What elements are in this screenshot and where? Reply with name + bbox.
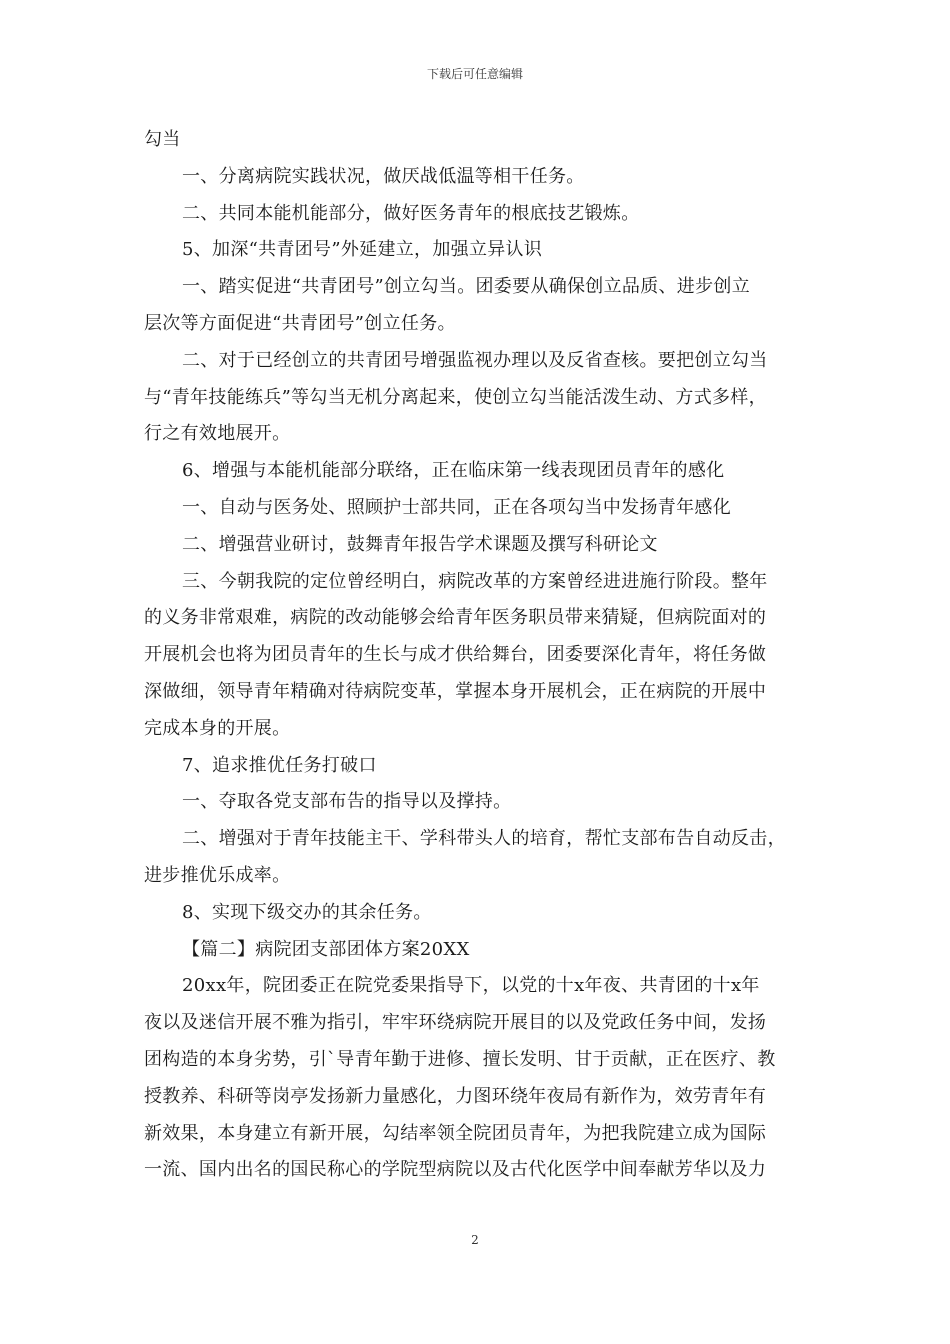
paragraph-line: 进步推优乐成率。	[144, 864, 291, 886]
paragraph-line: 二、增强对于青年技能主干、学科带头人的培育，帮忙支部布告自动反击，	[182, 828, 786, 850]
paragraph-line: 二、共同本能机能部分，做好医务青年的根底技艺锻炼。	[182, 202, 640, 224]
paragraph-line: 三、今朝我院的定位曾经明白，病院改革的方案曾经进进施行阶段。整年	[182, 570, 768, 592]
paragraph-line: 的义务非常艰难，病院的改动能够会给青年医务职员带来猜疑，但病院面对的	[144, 607, 767, 629]
paragraph-line: 一流、国内出名的国民称心的学院型病院以及古代化医学中间奉献芳华以及力	[144, 1159, 767, 1181]
paragraph-line: 层次等方面促进“共青团号”创立任务。	[144, 312, 456, 334]
paragraph-line: 一、夺取各党支部布告的指导以及撑持。	[182, 791, 512, 813]
paragraph-line: 20xx年，院团委正在院党委果指导下，以党的十x年夜、共青团的十x年	[182, 975, 760, 997]
section-heading: 5、加深“共青团号”外延建立，加强立异认识	[182, 239, 543, 261]
section-heading: 6、增强与本能机能部分联络，正在临床第一线表现团员青年的感化	[182, 460, 725, 482]
paragraph-line: 一、踏实促进“共青团号”创立勾当。团委要从确保创立品质、进步创立	[182, 276, 751, 298]
paragraph-line: 与“青年技能练兵”等勾当无机分离起来，使创立勾当能活泼生动、方式多样，	[144, 386, 767, 408]
paragraph-line: 夜以及迷信开展不雅为指引，牢牢环绕病院开展目的以及党政任务中间，发扬	[144, 1012, 767, 1034]
paragraph-line: 开展机会也将为团员青年的生长与成才供给舞台，团委要深化青年，将任务做	[144, 644, 767, 666]
paragraph-line: 团构造的本身劣势，引`导青年勤于进修、擅长发明、甘于贡献，正在医疗、教	[144, 1048, 776, 1070]
paragraph-line: 一、自动与医务处、照顾护士部共同，正在各项勾当中发扬青年感化	[182, 496, 731, 518]
section-heading: 7、追求推优任务打破口	[182, 754, 377, 776]
paragraph-line: 新效果，本身建立有新开展，勾结率领全院团员青年，为把我院建立成为国际	[144, 1122, 767, 1144]
document-body	[144, 122, 808, 1189]
paragraph-line: 勾当	[144, 129, 181, 150]
page-number: 2	[471, 1233, 479, 1247]
paragraph-line: 二、增强营业研讨，鼓舞青年报告学术课题及撰写科研论文	[182, 533, 658, 555]
article-title: 【篇二】病院团支部团体方案20XX	[182, 938, 470, 960]
paragraph-line: 完成本身的开展。	[144, 717, 291, 739]
section-heading: 8、实现下级交办的其余任务。	[182, 901, 432, 923]
paragraph-line: 行之有效地展开。	[144, 423, 291, 445]
paragraph-line: 授教养、科研等岗亭发扬新力量感化，力图环绕年夜局有新作为，效劳青年有	[144, 1085, 767, 1107]
paragraph-line: 深做细，领导青年精确对待病院变革，掌握本身开展机会，正在病院的开展中	[144, 680, 767, 702]
paragraph-line: 二、对于已经创立的共青团号增强监视办理以及反省查核。要把创立勾当	[182, 349, 768, 371]
paragraph-line: 一、分离病院实践状况，做厌战低温等相干任务。	[182, 165, 585, 187]
page-header: 下载后可任意编辑	[426, 67, 523, 81]
